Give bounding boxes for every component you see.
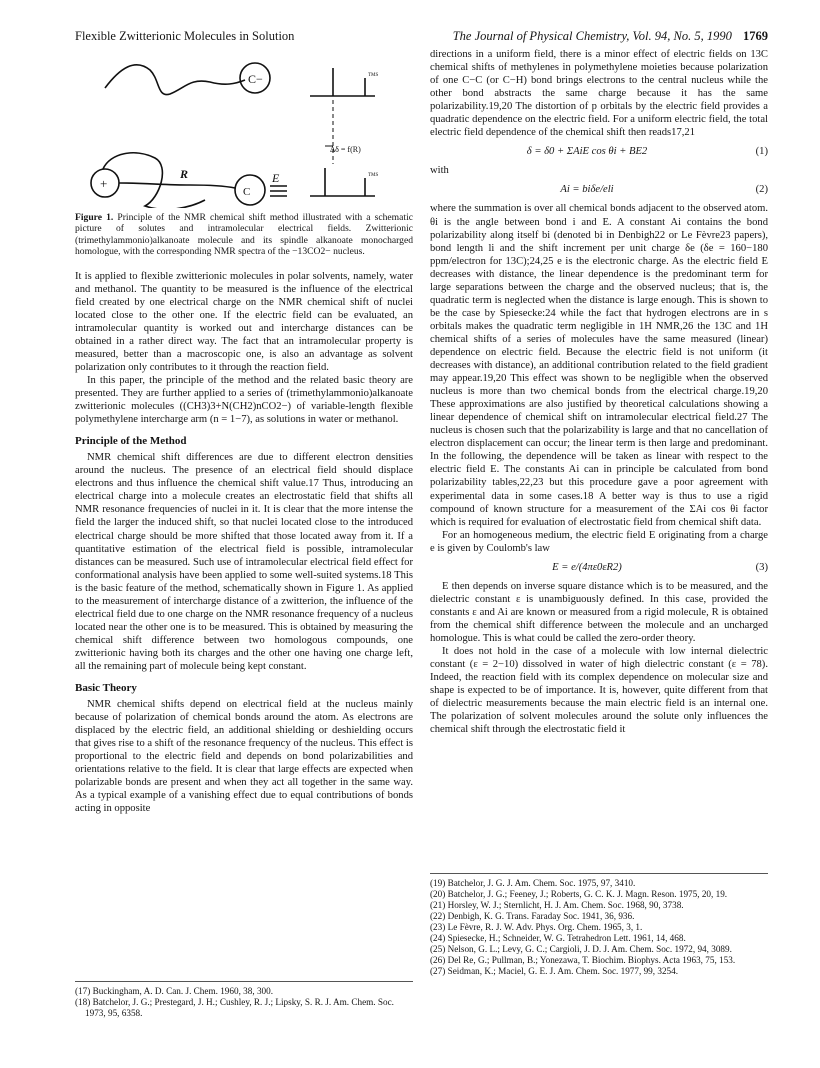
paragraph: For an homogeneous medium, the electric field E originating from a charge e is given by Coulomb's law	[430, 529, 768, 554]
reference: (25) Nelson, G. L.; Levy, G. C.; Cargioli, J. D. J. Am. Chem. Soc. 1972, 94, 3089.	[430, 944, 732, 954]
caption-label: Figure 1.	[75, 212, 114, 223]
equation-number: (1)	[755, 146, 768, 158]
figure-1	[75, 48, 413, 208]
paragraph: NMR chemical shift differences are due to different electron densities around the nucleus. The presence of an electrical field should displace electrons and thus influence the chemical shift value.17 Thus, introducing an electrical charge into a molecule creates an electrostatic field that shifts all NMR resonance frequencies of nuclei in it. It is clear that the more intense the field the larger the induced shift, so that nuclei located close to the introduced electrical charge should be more shifted that those located away from it. If a quantitative estimation of the electrical field is possible, intramolecular distances can be measured. Such use of intramolecular electrical field effect for conformational analysis have been applied to some well-suited systems.18 This is the basic feature of the method, schematically shown in Figure 1. As applied to the measurement of intercharge distance of a zwitterion, the influence of the electrical field due to one charge on the NMR resonance frequency of a nucleus located near the other one is to be measured. This is obtained by measuring the chemical shift difference between two homologous compounds, one zwitterionic having both its charges and the other one having one charge left, all the remaining part of molecule being kept constant.	[75, 452, 413, 672]
equation-3	[430, 561, 768, 574]
label-c: C	[243, 186, 251, 198]
reference: (27) Seidman, K.; Maciel, G. E. J. Am. Chem. Soc. 1977, 99, 3254.	[430, 966, 679, 976]
figure-1-diagram	[75, 48, 413, 208]
label-delta-f: Δδ = f(R)	[330, 145, 361, 154]
page-number: 1769	[743, 29, 768, 43]
monocharged-chain	[105, 65, 245, 95]
footnotes-right	[430, 873, 768, 977]
caption-text: Principle of the NMR chemical shift method illustrated with a schematic picture of solutes and intramolecular electrical fields. Zwitterionic (trimethylammonio)alkanoate molecule and its spindle alkanoate monocharged homologue, with the corresponding NMR spectra of the −13CO2− nucleus.	[75, 212, 413, 258]
label-r: R	[180, 167, 189, 181]
right-column	[430, 48, 768, 736]
reference: (18) Batchelor, J. G.; Prestegard, J. H.; Cushley, R. J.; Lipsky, S. R. J. Am. Chem. Soc. 1973, 95, 6358.	[75, 997, 394, 1018]
equation-expression: E = e/(4πε0εR2)	[552, 561, 622, 573]
footnotes-left	[75, 981, 413, 1019]
equation-expression: δ = δ0 + ΣAiE cos θi + BE2	[526, 146, 648, 158]
equation-number: (2)	[755, 184, 768, 196]
zwitterion-chain	[119, 183, 235, 188]
paragraph: where the summation is over all chemical bonds adjacent to the observed atom. θi is the angle between bond i and E. A constant Ai contains the bond polarizability along itself bi (denoted bi in Denbigh22 or Le Fèvre23 papers), bond length li and the shift increment per unit charge δe (δe = 160−180 ppm/electron for 13C);24,25 e is the electronic charge. As the electric field E decreases with distance, the linear dependence is the predominant term for large separations between the charge and the observed nucleus; that is, the quadratic term is neglected when the distance is large enough. This is shown to be the case by Spiesecke:24 while the fact that hydrogen electrons are in s orbitals makes the quadratic term negligible in 1H NMR,26 the 13C and 1H chemical shifts of a series of molecules have the same measured (linear) dependence on electric field. Because the electric field is not uniform (it decreases with distance), an additional contribution related to the field gradient may appear.19,20 This effect was shown to be negligible when the observed nucleus is more than two chemical bonds from the electrical charge.19,20 These approximations are also justified by theoretical calculations showing a linear dependence of chemical shift on intramolecular electrical field.27 The nucleus is chosen such that the polarizability is large and that no cancellation of electron displacement can occur; the linear term is then large and predominant. In the following, the dependence will be taken as linear with respect to the electric field E. The constants Ai can in principle be calculated from bond polarizability tables,22,23 but this procedure gave a poor agreement with experimental data in some cases.18 A better way is thus to use a rigid compound of known structure for a measurement of the ΣAi cos θi factor which is required for evaluation of electrostatic field from chemical shift data.	[430, 203, 768, 528]
left-column	[75, 48, 413, 816]
reference: (24) Spiesecke, H.; Schneider, W. G. Tetrahedron Lett. 1961, 14, 468.	[430, 933, 686, 943]
equation-2	[430, 183, 768, 196]
label-tms-top: TMS	[368, 73, 379, 78]
reference: (26) Del Re, G.; Pullman, B.; Yonezawa, T. Biochim. Biophys. Acta 1963, 75, 153.	[430, 955, 736, 965]
paragraph: It is applied to flexible zwitterionic molecules in polar solvents, namely, water and methanol. The quantity to be measured is the influence of the electrical field created by one electrical charge on the NMR chemical shift of nuclei located close to the other one. If the electric field can be evaluated, an intramolecular quantity is worked out and intercharge distances can be obtained in a rather direct way. The fact that an intramolecular property is measured, better than a macroscopic one, is also an advantage as solvent polarization only contributes to it through the reaction field.	[75, 270, 413, 373]
equation-1	[430, 145, 768, 158]
reference: (20) Batchelor, J. G.; Feeney, J.; Roberts, G. C. K. J. Magn. Reson. 1975, 20, 19.	[430, 889, 728, 899]
running-header-title: Flexible Zwitterionic Molecules in Solution	[75, 29, 295, 43]
paragraph: directions in a uniform field, there is a minor effect of electric fields on 13C chemical shifts of methylenes in polymethylene moieties because polarization of one C−C (or C−H) bond brings electrons to the central nucleus while the other bond abstracts the same charge because it has the same polarizability.19,20 The distortion of p orbitals by the electric field provides a quadratic dependence on the electric field. For a uniform electric field, the total electric field dependence of the chemical shift then reads17,21	[430, 49, 768, 139]
paragraph: E then depends on inverse square distance which is to be measured, and the dielectric constant ε is unambiguously defined. In this case, provided the constants ε and Ai are known or measured from a rigid molecule, R is obtained from the chemical shift difference between the molecule and an uncharged homologue. This is what could be called the zero-order theory.	[430, 580, 768, 644]
paragraph: It does not hold in the case of a molecule with low internal dielectric constant (ε = 2−10) dissolved in water of high dielectric constant (ε = 78). Indeed, the reaction field with its complex dependence on molecular size and shape is expected to be of importance. It is, however, quite different from that of dielectric measurements because the main electric field is an internal one. The polarization of solvent molecules around the solute only influences the chemical shift through the electrostatic field it	[430, 646, 768, 736]
reference: (19) Batchelor, J. G. J. Am. Chem. Soc. 1975, 97, 3410.	[430, 878, 636, 888]
paragraph: NMR chemical shifts depend on electrical field at the nucleus mainly because of polarization of chemical bonds around the atom. As electrons are displaced by the electric field, an additional shielding or deshielding occurs that gives rise to a shift of the resonance frequency of the nucleus. This effect is proportional to the electric field and depends on bond polarizabilities and orientations relative to the field. It is clear that large effects are expected when polarizable bonds are present and when they act all together in the same way. As a typical example of a vanishing effect due to equal contributions of bonds acting in opposite	[75, 699, 413, 815]
label-plus: +	[100, 176, 108, 191]
equation-number: (3)	[755, 561, 768, 573]
label-c-minus: C−	[248, 72, 263, 86]
label-e: E	[272, 171, 280, 185]
journal-citation: The Journal of Physical Chemistry, Vol. 94, No. 5, 1990	[452, 29, 732, 43]
reference: (22) Denbigh, K. G. Trans. Faraday Soc. 1941, 36, 936.	[430, 911, 635, 921]
label-tms-bottom: TMS	[368, 173, 379, 178]
reference: (23) Le Fèvre, R. J. W. Adv. Phys. Org. Chem. 1965, 3, 1.	[430, 922, 643, 932]
running-header-journal	[453, 29, 768, 44]
reference: (17) Buckingham, A. D. Can. J. Chem. 1960, 38, 300.	[75, 986, 274, 996]
paragraph: In this paper, the principle of the method and the related basic theory are presented. They are further applied to a series of (trimethylammonio)alkanoate zwitterionic molecules ((CH3)3+N(CH2)nCO2−) of variable-length flexible polymethylene intercharge arm (n = 1−7), as solutions in water or methanol.	[75, 375, 413, 426]
section-heading-basic-theory: Basic Theory	[75, 682, 137, 695]
section-heading-principle: Principle of the Method	[75, 435, 187, 448]
figure-caption	[75, 212, 413, 258]
reference: (21) Horsley, W. J.; Sternlicht, H. J. Am. Chem. Soc. 1968, 90, 3738.	[430, 900, 684, 910]
equation-expression: Ai = biδe/eli	[560, 184, 614, 196]
text-with: with	[430, 165, 449, 177]
